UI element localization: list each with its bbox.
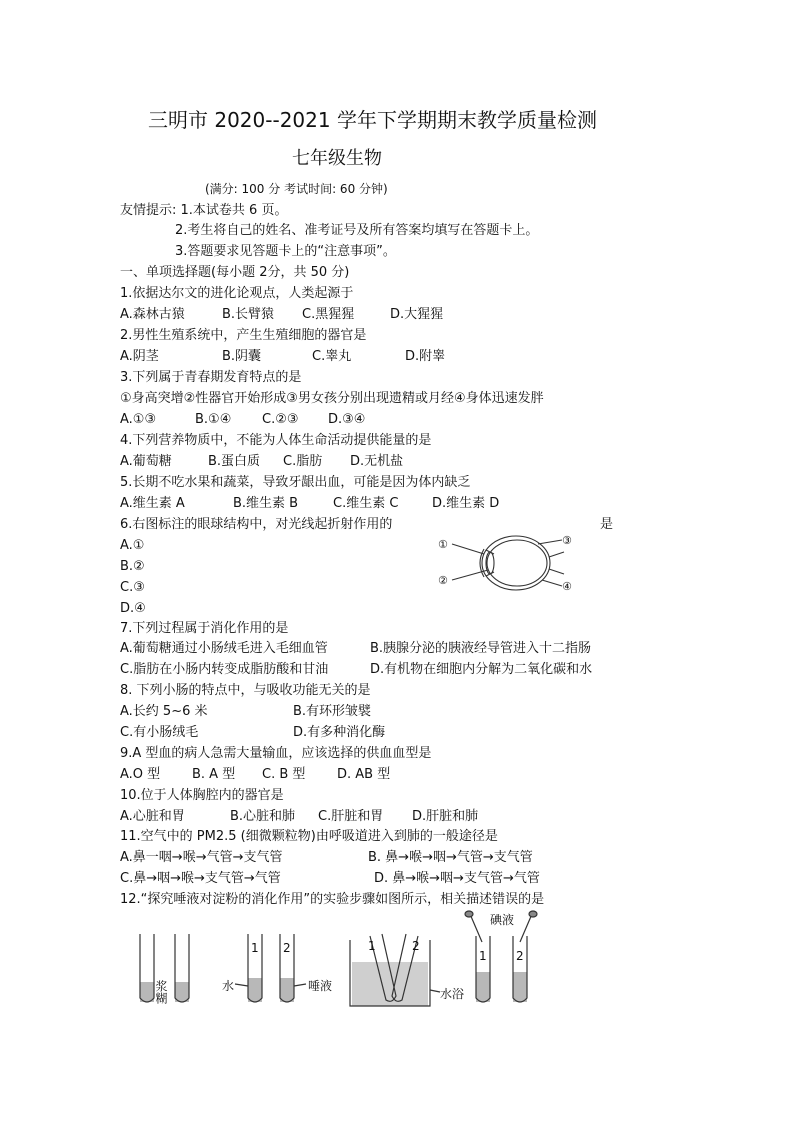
q6-option-d: D.④ bbox=[120, 601, 146, 616]
q8-stem: 8. 下列小肠的特点中，与吸收功能无关的是 bbox=[120, 683, 371, 698]
tips-line-3: 3.答题要求见答题卡上的“注意事项”。 bbox=[175, 244, 396, 259]
q4-option-a: A.葡萄糖 bbox=[120, 454, 172, 469]
q10-option-a: A.心脏和胃 bbox=[120, 809, 185, 824]
q7-option-a: A.葡萄糖通过小肠绒毛进入毛细血管 bbox=[120, 641, 328, 656]
q11-option-b: B. 鼻→喉→咽→气管→支气管 bbox=[368, 850, 533, 865]
q6-option-c: C.③ bbox=[120, 580, 145, 595]
q2-option-a: A.阴茎 bbox=[120, 349, 159, 364]
q6-stem-tail: 是 bbox=[600, 517, 614, 532]
q1-stem: 1.依据达尔文的进化论观点，人类起源于 bbox=[120, 286, 354, 301]
q9-option-a: A.O 型 bbox=[120, 767, 161, 782]
q3-option-a: A.①③ bbox=[120, 412, 157, 427]
label-water: 水 bbox=[222, 979, 235, 993]
step3-waterbath bbox=[350, 934, 440, 1006]
tips-line-2: 2.考生将自己的姓名、准考证号及所有答案均填写在答题卡上。 bbox=[175, 223, 539, 238]
q4-option-b: B.蛋白质 bbox=[208, 454, 261, 469]
q9-stem: 9.A 型血的病人急需大量输血，应该选择的供血血型是 bbox=[120, 746, 432, 761]
label-tube1-step3: 1 bbox=[368, 939, 376, 953]
exam-meta: (满分: 100 分 考试时间: 60 分钟) bbox=[205, 182, 388, 196]
q6-option-a: A.① bbox=[120, 538, 145, 553]
q1-option-c: C.黑猩猩 bbox=[302, 307, 355, 322]
eyeball-choroid bbox=[487, 540, 547, 586]
q7-option-d: D.有机物在细胞内分解为二氧化碳和水 bbox=[370, 662, 593, 677]
q11-stem: 11.空气中的 PM2.5 (细微颗粒物)由呼吸道进入到肺的一般途径是 bbox=[120, 829, 498, 844]
q3-option-d: D.③④ bbox=[328, 412, 366, 427]
exam-title: 三明市 2020--2021 学年下学期期末教学质量检测 bbox=[148, 108, 597, 132]
q7-option-c: C.脂肪在小肠内转变成脂肪酸和甘油 bbox=[120, 662, 329, 677]
q1-option-b: B.长臂猿 bbox=[222, 307, 275, 322]
q5-option-d: D.维生素 D bbox=[432, 496, 500, 511]
q2-option-b: B.阴囊 bbox=[222, 349, 262, 364]
q8-option-a: A.长约 5~6 米 bbox=[120, 704, 208, 719]
q10-stem: 10.位于人体胸腔内的器官是 bbox=[120, 788, 284, 803]
q3-option-b: B.①④ bbox=[195, 412, 232, 427]
label-tube2-step3: 2 bbox=[412, 939, 420, 953]
q2-stem: 2.男性生殖系统中，产生生殖细胞的器官是 bbox=[120, 328, 367, 343]
q11-option-a: A.鼻一咽→喉→气管→支气管 bbox=[120, 850, 283, 865]
q8-option-c: C.有小肠绒毛 bbox=[120, 725, 199, 740]
eye-label-3: ③ bbox=[562, 534, 572, 547]
q3-option-c: C.②③ bbox=[262, 412, 299, 427]
eye-label-4: ④ bbox=[562, 580, 572, 593]
label-bath: 水浴 bbox=[440, 987, 465, 1001]
eyeball-figure bbox=[438, 530, 578, 596]
label-tube1-step4: 1 bbox=[479, 949, 487, 963]
q4-option-c: C.脂肪 bbox=[283, 454, 323, 469]
q2-option-c: C.睾丸 bbox=[312, 349, 352, 364]
experiment-figure bbox=[130, 912, 580, 1012]
section-heading: 一、单项选择题(每小题 2分，共 50 分) bbox=[120, 265, 350, 280]
q3-statement: ①身高突增②性器官开始形成③男女孩分别出现遗精或月经④身体迅速发胖 bbox=[120, 391, 544, 406]
q7-stem: 7.下列过程属于消化作用的是 bbox=[120, 621, 289, 636]
eye-label-1: ① bbox=[438, 538, 448, 551]
eye-label-2: ② bbox=[438, 574, 448, 587]
optic-nerve bbox=[549, 552, 564, 574]
q10-option-d: D.肝脏和肺 bbox=[412, 809, 479, 824]
q5-stem: 5.长期不吃水果和蔬菜，导致牙龈出血，可能是因为体内缺乏 bbox=[120, 475, 471, 490]
exam-subtitle: 七年级生物 bbox=[292, 148, 382, 169]
label-tube1-step2: 1 bbox=[251, 941, 259, 955]
q9-option-b: B. A 型 bbox=[192, 767, 236, 782]
q5-option-a: A.维生素 A bbox=[120, 496, 185, 511]
q1-option-d: D.大猩猩 bbox=[390, 307, 444, 322]
q2-option-d: D.附睾 bbox=[405, 349, 446, 364]
q3-stem: 3.下列属于青春期发育特点的是 bbox=[120, 370, 302, 385]
step2-tubes bbox=[235, 934, 306, 1002]
q6-option-b: B.② bbox=[120, 559, 145, 574]
q9-option-c: C. B 型 bbox=[262, 767, 306, 782]
q4-option-d: D.无机盐 bbox=[350, 454, 404, 469]
label-tube2-step2: 2 bbox=[283, 941, 291, 955]
q11-option-d: D. 鼻→喉→咽→支气管→气管 bbox=[374, 871, 540, 886]
q4-stem: 4.下列营养物质中，不能为人体生命活动提供能量的是 bbox=[120, 433, 432, 448]
q6-stem: 6.右图标注的眼球结构中，对光线起折射作用的 bbox=[120, 517, 393, 532]
label-paste: 浆糊 bbox=[154, 980, 168, 1004]
q5-option-c: C.维生素 C bbox=[333, 496, 399, 511]
label-iodine: 碘液 bbox=[490, 913, 515, 927]
q7-option-b: B.胰腺分泌的胰液经导管进入十二指肠 bbox=[370, 641, 592, 656]
q8-option-b: B.有环形皱襞 bbox=[293, 704, 372, 719]
q12-stem: 12.“探究唾液对淀粉的消化作用”的实验步骤如图所示，相关描述错误的是 bbox=[120, 892, 545, 907]
label-tube2-step4: 2 bbox=[516, 949, 524, 963]
q5-option-b: B.维生素 B bbox=[233, 496, 299, 511]
q9-option-d: D. AB 型 bbox=[337, 767, 391, 782]
q8-option-d: D.有多种消化酶 bbox=[293, 725, 386, 740]
q10-option-c: C.肝脏和胃 bbox=[318, 809, 384, 824]
tips-lead: 友情提示: 1.本试卷共 6 页。 bbox=[120, 203, 288, 218]
q11-option-c: C.鼻→咽→喉→支气管→气管 bbox=[120, 871, 281, 886]
q1-option-a: A.森林古猿 bbox=[120, 307, 185, 322]
q10-option-b: B.心脏和肺 bbox=[230, 809, 296, 824]
label-saliva: 唾液 bbox=[308, 979, 333, 993]
